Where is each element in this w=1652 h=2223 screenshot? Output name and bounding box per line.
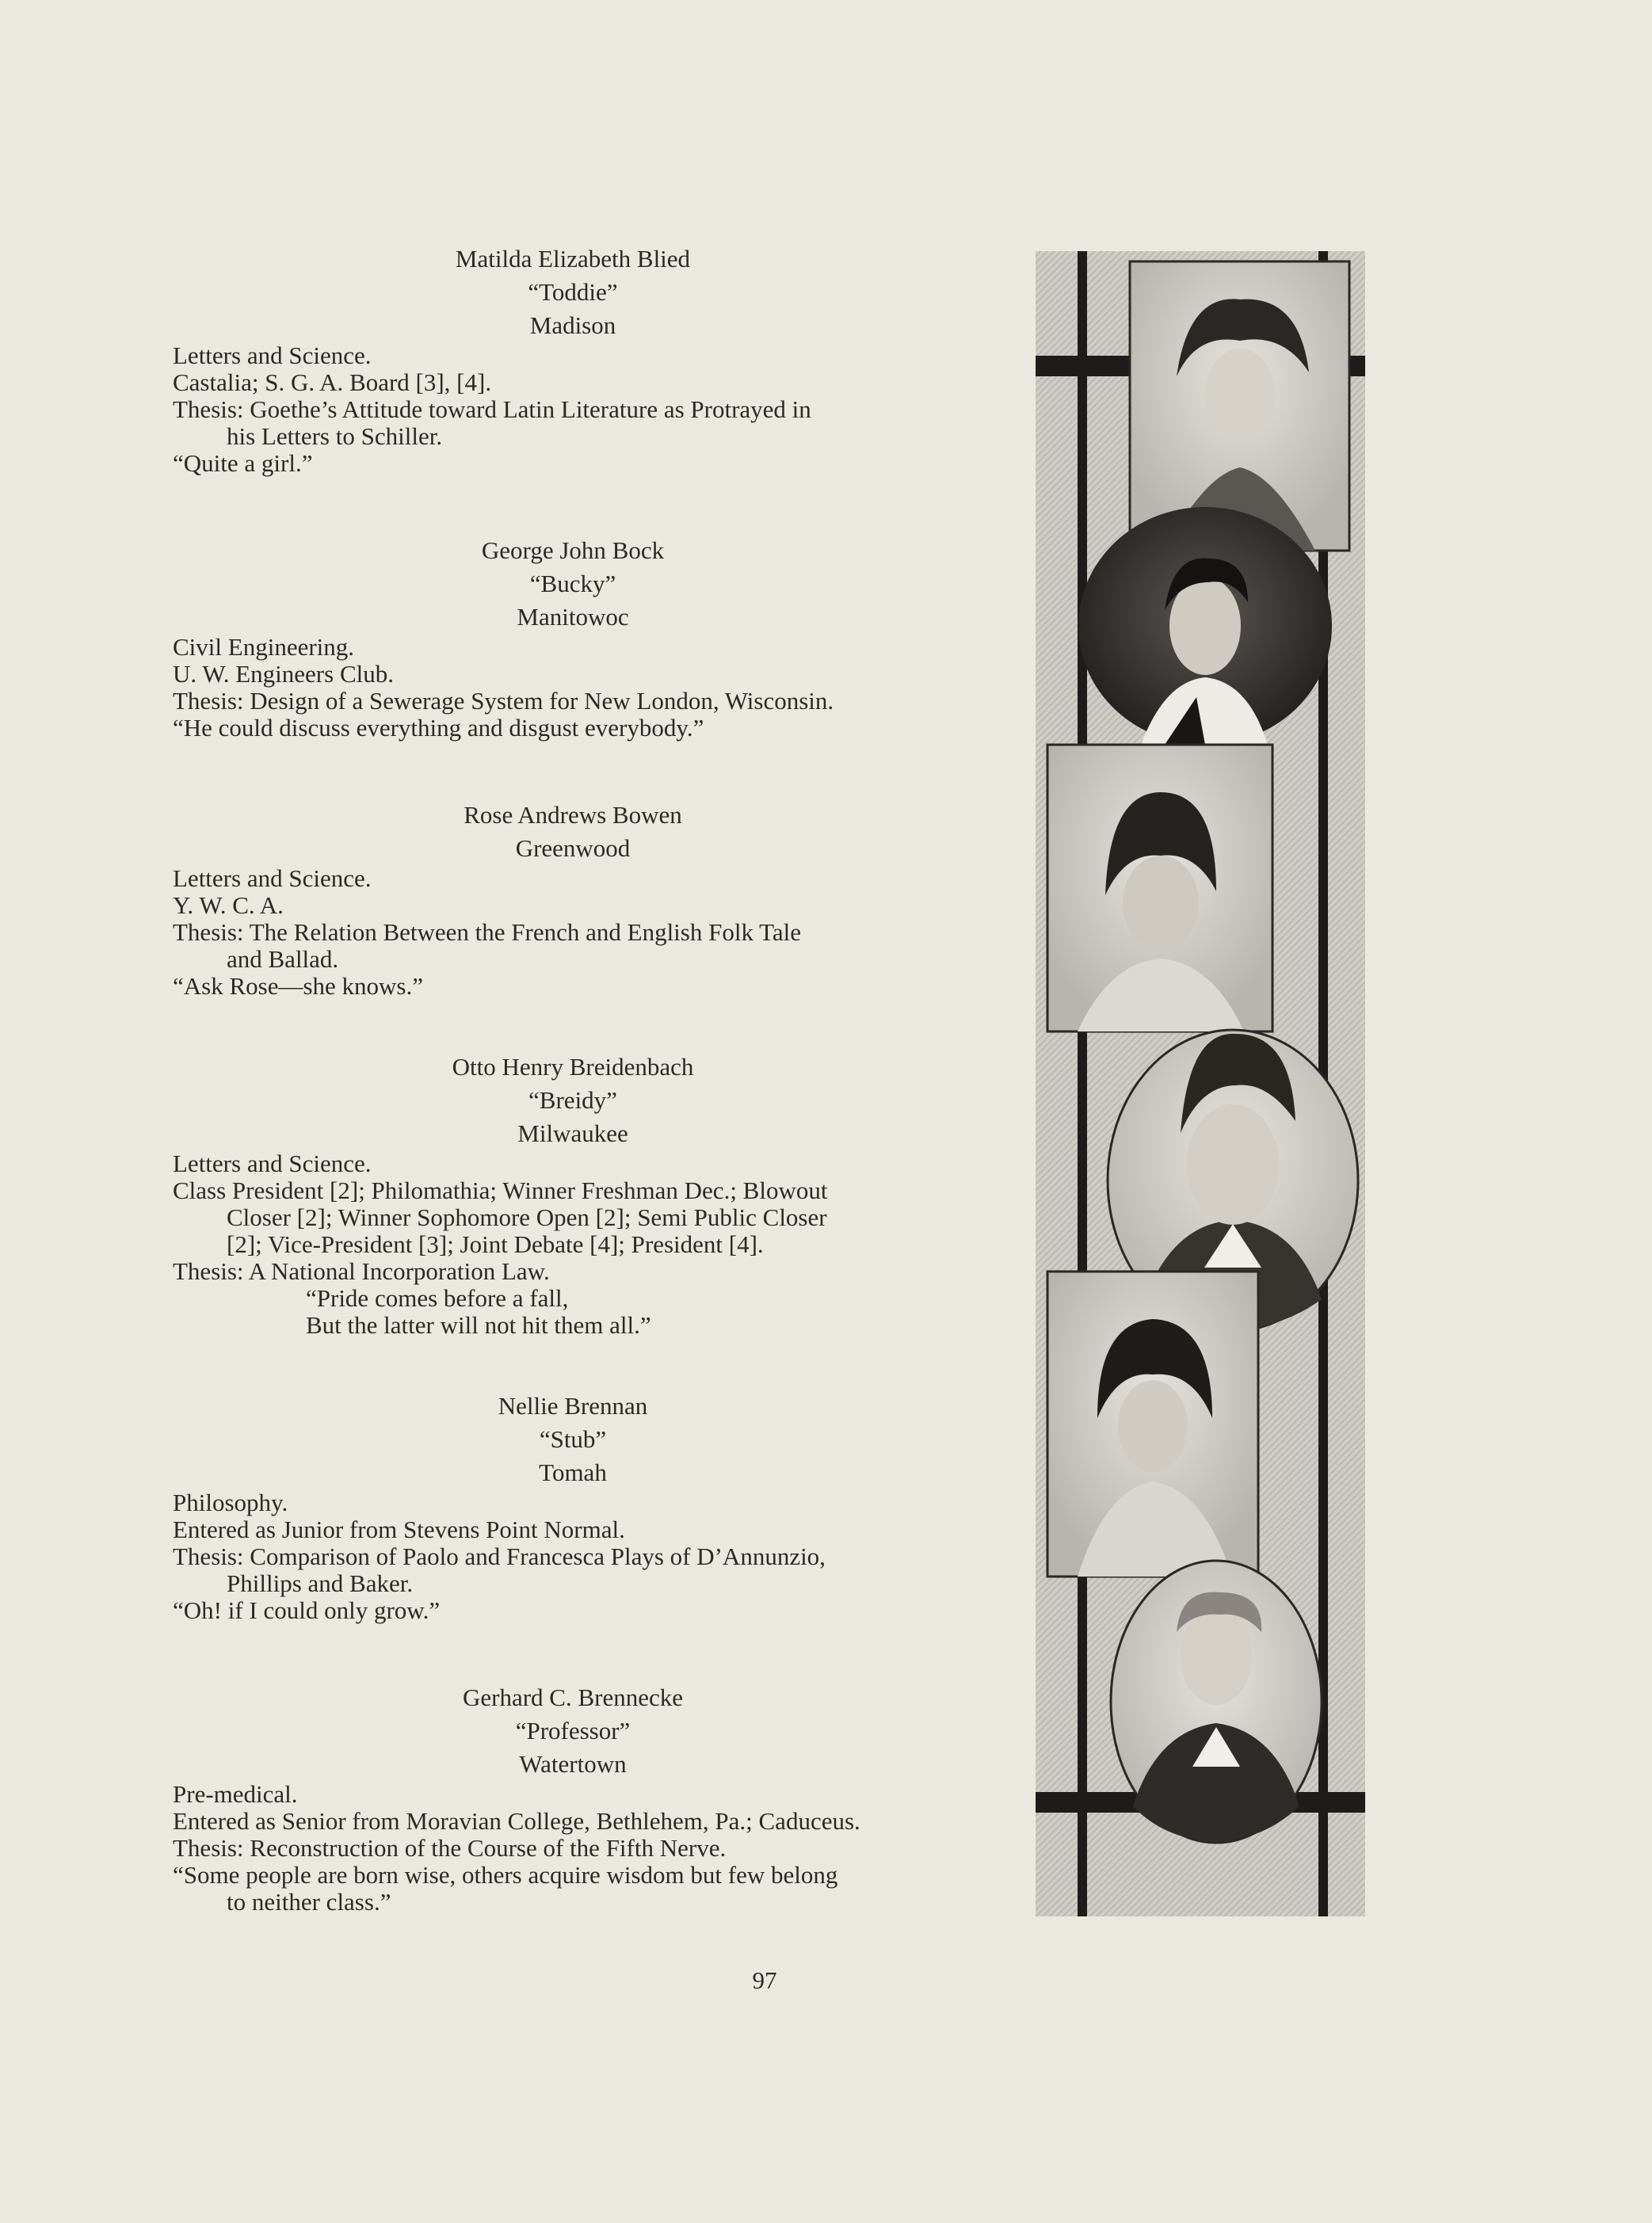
entry-activities: Castalia; S. G. A. Board [3], [4].	[173, 368, 492, 396]
entry-quote: “Some people are born wise, others acquire wisdom but few belong	[173, 1861, 838, 1889]
entry-activities-cont: Closer [2]; Winner Sophomore Open [2]; Semi Public Closer	[227, 1203, 827, 1231]
entry-name: Matilda Elizabeth Blied	[455, 245, 691, 273]
entry-hometown: Madison	[529, 311, 616, 339]
entry-thesis-cont: Phillips and Baker.	[227, 1569, 414, 1597]
entry-nickname: “Professor”	[515, 1717, 631, 1744]
entry-course: Civil Engineering.	[173, 633, 355, 661]
portrait-brennan	[1047, 1272, 1258, 1577]
entry-activities: Y. W. C. A.	[173, 891, 284, 919]
entry-quote: “He could discuss everything and disgust everybody.”	[173, 714, 704, 742]
entry-hometown: Milwaukee	[517, 1119, 628, 1147]
entry-thesis: Thesis: Reconstruction of the Course of the Fifth Nerve.	[173, 1834, 727, 1862]
entry-hometown: Greenwood	[515, 834, 631, 862]
entry-nickname: “Bucky”	[529, 570, 616, 597]
portrait-bowen	[1047, 745, 1272, 1031]
entry-nickname: “Breidy”	[528, 1086, 617, 1114]
entry-course: Letters and Science.	[173, 341, 372, 369]
entry-thesis: Thesis: Design of a Sewerage System for New London, Wisconsin.	[173, 687, 834, 715]
entry-quote: “Pride comes before a fall,	[306, 1284, 569, 1312]
entry-course: Letters and Science.	[173, 1150, 372, 1177]
entry-hometown: Manitowoc	[517, 603, 629, 631]
entry-thesis-cont: and Ballad.	[227, 945, 339, 973]
entry-thesis: Thesis: The Relation Between the French and English Folk Tale	[173, 918, 802, 946]
entry-activities-cont: [2]; Vice-President [3]; Joint Debate [4]; President [4].	[227, 1230, 764, 1258]
entry-thesis-cont: his Letters to Schiller.	[227, 422, 443, 450]
entry-thesis: Thesis: Comparison of Paolo and Francesca Plays of D’Annunzio,	[173, 1542, 826, 1570]
entry-course: Philosophy.	[173, 1489, 288, 1516]
portrait-blied	[1130, 261, 1349, 551]
entry-activities: U. W. Engineers Club.	[173, 660, 394, 688]
entry-course: Pre-medical.	[173, 1780, 298, 1808]
entry-activities: Class President [2]; Philomathia; Winner Freshman Dec.; Blowout	[173, 1176, 828, 1204]
entry-nickname: “Toddie”	[528, 278, 618, 306]
entry-hometown: Tomah	[539, 1458, 607, 1486]
entry-nickname: “Stub”	[539, 1425, 607, 1453]
entry-name: Gerhard C. Brennecke	[462, 1683, 684, 1711]
page-number: 97	[752, 1966, 777, 1994]
entry-quote-cont: But the latter will not hit them all.”	[306, 1311, 651, 1339]
portrait-brennecke	[1111, 1561, 1322, 1843]
entry-quote: “Oh! if I could only grow.”	[173, 1596, 441, 1624]
entry-thesis: Thesis: A National Incorporation Law.	[173, 1257, 550, 1285]
entry-quote: “Ask Rose—she knows.”	[173, 972, 423, 1000]
entry-activities: Entered as Senior from Moravian College, Bethlehem, Pa.; Caduceus.	[173, 1807, 860, 1835]
entry-name: Otto Henry Breidenbach	[452, 1053, 694, 1081]
entry-hometown: Watertown	[519, 1750, 627, 1778]
entry-name: Nellie Brennan	[498, 1392, 648, 1420]
entry-quote-cont: to neither class.”	[227, 1888, 391, 1916]
entry-course: Letters and Science.	[173, 864, 372, 892]
entry-name: Rose Andrews Bowen	[464, 801, 682, 829]
vertical-bar-left	[1078, 251, 1087, 1916]
entry-activities: Entered as Junior from Stevens Point Normal.	[173, 1516, 625, 1543]
portrait-bock	[1078, 507, 1332, 745]
entry-quote: “Quite a girl.”	[173, 449, 313, 477]
entry-name: George John Bock	[481, 536, 665, 564]
entry-thesis: Thesis: Goethe’s Attitude toward Latin Literature as Protrayed in	[173, 395, 811, 423]
